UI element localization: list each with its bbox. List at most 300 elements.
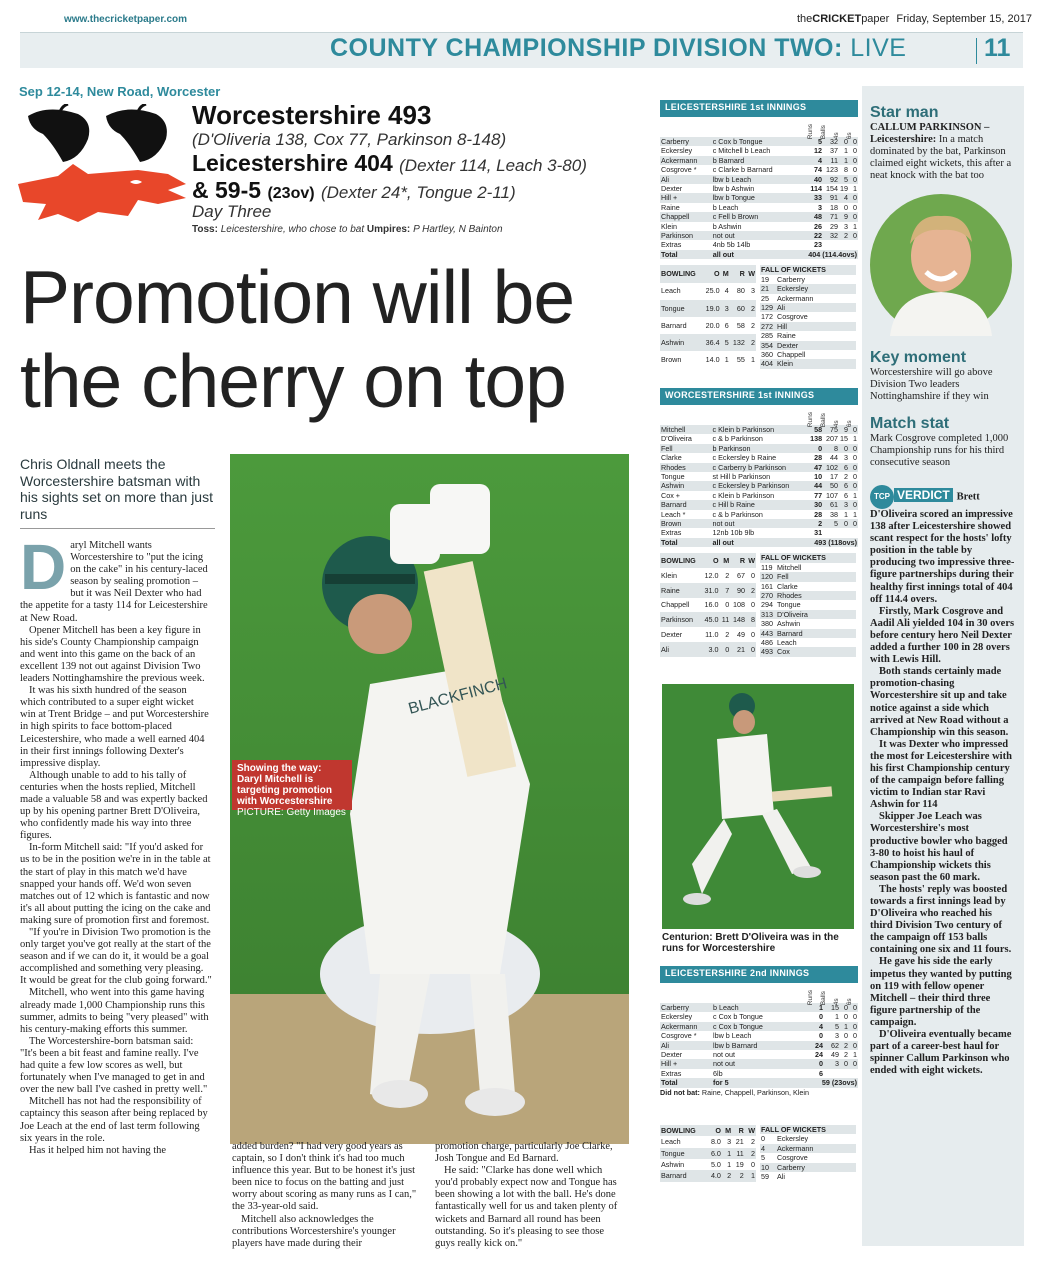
- bowling-head-cell: R: [739, 555, 746, 565]
- fow-row: [760, 619, 856, 628]
- scorecard-title: LEICESTERSHIRE 2nd INNINGS: [660, 966, 858, 983]
- issue-date: Friday, September 15, 2017: [896, 13, 1032, 25]
- drop-cap: D: [20, 531, 67, 603]
- verdict-label: VERDICT: [894, 488, 953, 502]
- batting-row: [660, 528, 858, 537]
- batting-cell: Hill +: [661, 193, 678, 203]
- batting-cell: c & b Parkinson: [712, 434, 763, 444]
- batting-row: [660, 1012, 858, 1021]
- fow-score: 129: [761, 302, 773, 312]
- bowling-cell: Leach: [661, 1137, 681, 1147]
- bowling-fow: [660, 1125, 858, 1181]
- star-man-text: In a match dominated by the bat, Parkinson claimed eight wickets, this after a neat knock with the bat too: [870, 134, 1012, 181]
- bowling-cell: Brown: [661, 355, 682, 365]
- bowling-head-cell: R: [738, 1126, 744, 1135]
- batting-cell: c Fell b Brown: [712, 212, 759, 222]
- verdict-p2: Firstly, Mark Cosgrove and Aadil Ali yielded 104 in 30 overs before century hero Neil Dexter added a further 100 in 28 overs with Lewis Hill.: [870, 605, 1015, 666]
- bowling-head-cell: BOWLING: [661, 555, 696, 565]
- batting-cell: Chappell: [661, 212, 690, 222]
- fow-row: [760, 563, 856, 572]
- batting-cell: Eckersley: [661, 146, 693, 156]
- fow-header: [760, 553, 856, 562]
- batting-cell: Extras: [661, 240, 682, 250]
- fow-row: [760, 322, 856, 331]
- bowling-cell: 2: [751, 303, 755, 313]
- batting-cell: 6: [844, 462, 849, 472]
- did-not-bat: [660, 1088, 858, 1097]
- batting-cell: 3: [817, 202, 822, 212]
- bowling-cell: 20.0: [705, 320, 720, 330]
- fow-row: [760, 1163, 856, 1172]
- bowling-row: [660, 627, 756, 642]
- batting-cell: Rhodes: [661, 462, 686, 472]
- article-p4: Although unable to add to his tally of centuries when the hosts replied, Mitchell made a valuable 58 and was expertly backed up by his opening partner Brett D'Oliveira, who confidently made his way into three figures.: [20, 769, 208, 842]
- fow-score: 4: [761, 1143, 765, 1153]
- batting-row: [660, 453, 858, 462]
- batting-table: [660, 425, 858, 547]
- bowling-cell: 80: [736, 286, 745, 296]
- star-man-avatar: [870, 194, 1012, 336]
- bowling-cell: 0: [751, 644, 755, 654]
- batting-cell: Total: [661, 249, 678, 259]
- batting-cell: 9: [844, 425, 849, 434]
- article-p9: Mitchell has not had the responsibility of captaincy this season after being replaced by Joe Leach at the end of last term following six years in the role.: [20, 1096, 208, 1144]
- col-label: Runs: [806, 123, 814, 139]
- fow-batsman: Ackermann: [777, 293, 814, 303]
- batting-cell: 91: [829, 193, 838, 203]
- article-column-2: [232, 1141, 422, 1250]
- batting-cell: 1: [819, 1003, 823, 1012]
- fow-batsman: Ali: [777, 302, 785, 312]
- batting-cell: 0: [843, 137, 848, 146]
- bowling-cell: 3.0: [708, 644, 719, 654]
- bowling-row: [660, 283, 756, 300]
- batting-cell: [839, 240, 849, 249]
- batting-row: [660, 184, 858, 193]
- headline-line2: the cherry on top: [20, 339, 566, 423]
- bowling-cell: 3: [727, 1137, 732, 1147]
- fow-row: [760, 312, 856, 321]
- batting-row: [660, 500, 858, 509]
- bowling-row: [660, 317, 756, 334]
- batting-cell: c & b Parkinson: [712, 509, 763, 519]
- fow-batsman: Eckersley: [777, 1134, 809, 1144]
- batting-row: [660, 444, 858, 453]
- fow-score: 161: [761, 581, 773, 591]
- batting-row: [660, 472, 858, 481]
- article-c3: promotion charge, particularly Joe Clarke, Josh Tongue and Ed Barnard.: [435, 1141, 613, 1165]
- batting-cell: 493 (118ovs): [814, 537, 857, 547]
- batting-cell: 0: [843, 202, 848, 212]
- verdict-badge-text: TCP: [874, 492, 890, 501]
- bowling-cell: 2: [751, 338, 755, 348]
- fow-score: 443: [761, 628, 773, 638]
- batting-cell: 4: [819, 1021, 823, 1031]
- standfirst: Chris Oldnall meets the Worcestershire batsman with his sights set on more than just runs: [20, 456, 215, 529]
- batting-cell: 49: [831, 1050, 839, 1060]
- batting-cell: 3: [835, 1059, 839, 1069]
- star-man-title: Star man: [870, 104, 939, 121]
- photo-caption-title: Showing the way: Daryl Mitchell is targeting promotion with Worcestershire: [237, 763, 333, 807]
- bowling-cell: 31.0: [704, 585, 719, 595]
- batting-cell: Dexter: [661, 184, 683, 194]
- batting-cell: lbw b Ashwin: [712, 184, 755, 194]
- verdict-badge: [870, 485, 894, 509]
- batting-cell: 6: [844, 490, 849, 500]
- batting-cell: 6: [844, 481, 849, 491]
- bowling-cell: 3: [751, 286, 755, 296]
- fow-row: [760, 303, 856, 312]
- batting-cell: 50: [830, 481, 839, 491]
- scorecard-body: [660, 100, 858, 369]
- scorecard-worcs-1st: [660, 388, 858, 657]
- batting-cell: 47: [814, 462, 823, 472]
- photo-credit: PICTURE: Getty Images: [237, 807, 346, 818]
- bowling-cell: Barnard: [661, 320, 687, 330]
- col-label: Balls: [819, 412, 827, 427]
- bowling-cell: 4: [724, 286, 729, 296]
- bowling-cell: 36.4: [705, 338, 720, 348]
- batting-cell: c Eckersley b Parkinson: [712, 481, 790, 491]
- bowling-cell: 6.0: [710, 1148, 721, 1158]
- scorecard-body: [660, 388, 858, 657]
- verdict-p1: Brett D'Oliveira scored an impressive 138 after Leicestershire showed scant respect for the hosts' lofty position in the table by producing two impressive three-figure partnerships during their healthy first innings total of 404 off 114.4 overs.: [870, 491, 1015, 605]
- batting-cell: not out: [712, 231, 735, 241]
- fow-row: [760, 1144, 856, 1153]
- centurion-photo: [662, 684, 854, 929]
- verdict-p8: D'Oliveira eventually became part of a career-best haul for spinner Callum Parkinson who ended with eight wickets.: [870, 1029, 1012, 1077]
- batting-cell: 40: [813, 174, 822, 184]
- batting-row: [660, 538, 858, 547]
- batting-cell: 61: [830, 500, 839, 510]
- batting-cell: 0: [819, 1012, 823, 1022]
- bowling-cell: 55: [736, 355, 745, 365]
- bowling-cell: 8: [751, 615, 755, 625]
- brand-paper: paper: [861, 13, 890, 25]
- bowling-cell: Tongue: [661, 303, 685, 313]
- batting-row: [660, 231, 858, 240]
- bowling-row: [660, 642, 756, 657]
- batting-cell: lbw b Leach: [713, 1031, 752, 1041]
- batting-row: [660, 193, 858, 202]
- fow-score: 285: [761, 331, 773, 341]
- batting-cell: c Carberry b Parkinson: [712, 462, 787, 472]
- did-not-bat-label: Did not bat:: [660, 1087, 700, 1097]
- bowling-cell: Ashwin: [661, 1159, 685, 1169]
- bowling-row: [660, 1148, 756, 1159]
- batting-row: [660, 1041, 858, 1050]
- scorecard-col-labels: [660, 117, 858, 137]
- bowling-cell: 19.0: [705, 303, 720, 313]
- bowling-cell: 11.0: [705, 629, 719, 639]
- scorecard-title: WORCESTERSHIRE 1st INNINGS: [660, 388, 858, 405]
- batting-cell: Eckersley: [661, 1012, 693, 1022]
- batting-cell: c Klein b Parkinson: [712, 425, 775, 434]
- batting-cell: [823, 240, 839, 249]
- batting-cell: 6lb: [713, 1068, 723, 1078]
- batting-cell: 32: [829, 231, 838, 241]
- batting-cell: 4: [817, 155, 822, 165]
- batting-cell: 2: [844, 1050, 848, 1060]
- bowling-cell: Ashwin: [661, 338, 685, 348]
- fow-table: [760, 1125, 856, 1181]
- bowling-cell: 5: [724, 338, 729, 348]
- batting-cell: [839, 528, 849, 537]
- article-p7: Mitchell, who went into this game having already made 1,000 Championship runs this summer, admits to being "very pleased" with his century-making efforts this summer.: [20, 987, 209, 1035]
- scorecard-title: LEICESTERSHIRE 1st INNINGS: [660, 100, 858, 117]
- batting-cell: 38: [830, 509, 839, 519]
- fow-row: [760, 1153, 856, 1162]
- batting-row: [660, 212, 858, 221]
- bowling-cell: 6: [724, 320, 729, 330]
- batting-cell: 2: [844, 472, 849, 482]
- bowling-cell: 2: [751, 1137, 755, 1147]
- batting-cell: c Mitchell b Leach: [712, 146, 771, 156]
- batting-cell: 0: [853, 443, 857, 453]
- bowling-cell: 1: [724, 355, 729, 365]
- batting-cell: 15: [831, 1003, 839, 1012]
- bowling-table: [660, 553, 756, 656]
- bowling-cell: 21: [737, 644, 746, 654]
- bowling-fow: [660, 553, 858, 656]
- batting-cell: Hill +: [661, 1059, 678, 1069]
- fow-table: [760, 553, 856, 656]
- batting-cell: 75: [830, 425, 839, 434]
- bowling-row: [660, 334, 756, 351]
- toss-text: Leicestershire, who chose to bat: [220, 224, 365, 235]
- batting-cell: 0: [853, 1059, 857, 1069]
- key-moment-title: Key moment: [870, 349, 967, 366]
- fow-row: [760, 341, 856, 350]
- fow-score: 0: [761, 1134, 765, 1144]
- batting-cell: 1: [853, 184, 857, 194]
- verdict-p5: Skipper Joe Leach was Worcestershire's most productive bowler who bagged 3-80 to hoist his haul of Championship wickets this season past the 60 mark.: [870, 811, 1008, 883]
- batting-cell: 17: [830, 472, 839, 482]
- fow-score: 360: [761, 349, 773, 359]
- batting-cell: 10: [814, 472, 823, 482]
- bowling-table: [660, 265, 756, 368]
- batting-cell: 5: [843, 174, 848, 184]
- bowling-head-cell: O: [712, 555, 719, 565]
- batting-row: [660, 425, 858, 434]
- batting-cell: Total: [661, 1078, 678, 1088]
- fow-batsman: Clarke: [777, 581, 798, 591]
- batting-cell: 8: [834, 443, 839, 453]
- toss-label: Toss:: [192, 224, 218, 235]
- bowling-cell: Klein: [661, 570, 677, 580]
- batting-row: [660, 491, 858, 500]
- batting-cell: all out: [712, 249, 734, 259]
- batting-cell: b Barnard: [712, 155, 745, 165]
- batting-cell: 207: [826, 434, 839, 444]
- batting-cell: 92: [829, 174, 838, 184]
- bowling-fow: [660, 265, 858, 368]
- star-man-name: CALLUM PARKINSON –: [870, 122, 990, 133]
- fow-score: 294: [761, 600, 773, 610]
- batting-cell: 0: [853, 1021, 857, 1031]
- batting-cell: 26: [813, 221, 822, 231]
- batting-cell: 44: [814, 481, 823, 491]
- bowling-head-cell: O: [715, 1126, 721, 1135]
- fow-row: [760, 638, 856, 647]
- batting-cell: 12nb 10b 9lb: [712, 528, 755, 538]
- bowling-cell: 19: [735, 1159, 744, 1169]
- verdict-p4: It was Dexter who impressed the most for Leicestershire with his first Championship century of the campaign before falling victim to Indian star Ravi Ashwin for 114: [870, 738, 1012, 811]
- batting-cell: 0: [853, 472, 857, 482]
- fow-row: [760, 647, 856, 656]
- batting-cell: 138: [810, 434, 823, 444]
- batting-cell: 1: [844, 1021, 848, 1031]
- photo-caption: [232, 760, 352, 818]
- bowling-cell: Barnard: [661, 1171, 687, 1181]
- batting-cell: 0: [853, 453, 857, 463]
- fow-row: [760, 275, 856, 284]
- col-label: Balls: [819, 990, 827, 1005]
- batting-row: [660, 156, 858, 165]
- batting-cell: 0: [853, 519, 857, 529]
- batting-cell: 0: [853, 500, 857, 510]
- batting-cell: 59 (23ovs): [821, 1078, 857, 1088]
- section-title: [330, 34, 906, 63]
- batting-cell: lbw b Leach: [712, 174, 752, 184]
- fow-head-cell: FALL OF WICKETS: [761, 553, 826, 563]
- bowling-head-cell: M: [725, 1126, 732, 1135]
- batting-row: [660, 1031, 858, 1040]
- bowling-row: [660, 1159, 756, 1170]
- bowling-cell: 60: [736, 303, 745, 313]
- scorecard-leics-2nd: [660, 966, 858, 1182]
- batting-row: [660, 137, 858, 146]
- batting-cell: 0: [853, 425, 857, 434]
- bowling-cell: 16.0: [704, 600, 719, 610]
- fow-row: [760, 350, 856, 359]
- batting-cell: 18: [829, 202, 838, 212]
- bowling-head-cell: W: [748, 1126, 755, 1135]
- fow-score: 486: [761, 637, 773, 647]
- batting-cell: b Leach: [713, 1003, 739, 1012]
- batting-cell: 0: [853, 155, 857, 165]
- bowling-cell: 0: [725, 644, 730, 654]
- col-label: Runs: [806, 411, 814, 427]
- fow-row: [760, 600, 856, 609]
- bowling-cell: 7: [725, 585, 730, 595]
- batting-cell: 0: [853, 137, 857, 146]
- batting-row: [660, 1059, 858, 1068]
- bowling-cell: 25.0: [705, 286, 720, 296]
- team1-score: Worcestershire 493: [192, 100, 432, 130]
- batting-cell: 31: [814, 528, 823, 538]
- fow-score: 25: [761, 293, 769, 303]
- bowling-table: [660, 1125, 756, 1181]
- batting-cell: not out: [712, 519, 735, 529]
- fow-batsman: Carberry: [777, 274, 805, 284]
- batting-cell: for 5: [713, 1078, 729, 1088]
- bowling-cell: 11: [721, 615, 730, 625]
- batting-cell: 0: [844, 1012, 848, 1022]
- star-man-team: Leicestershire:: [870, 134, 937, 145]
- batting-cell: 1: [853, 509, 857, 519]
- batting-cell: Klein: [661, 221, 677, 231]
- headline-line1: Promotion will be: [20, 255, 575, 339]
- fow-batsman: Eckersley: [777, 284, 809, 294]
- fow-batsman: D'Oliveira: [777, 609, 808, 619]
- scorecard-col-labels: [660, 983, 858, 1003]
- fow-batsman: Klein: [777, 359, 793, 369]
- match-stat-title: Match stat: [870, 415, 950, 432]
- batting-cell: lbw b Tongue: [712, 193, 755, 203]
- team2-name: Leicestershire 404: [192, 150, 393, 176]
- bowling-row: [660, 1170, 756, 1181]
- batting-cell: 4: [843, 193, 848, 203]
- batting-cell: 123: [825, 165, 838, 175]
- bowling-cell: 12.0: [704, 570, 719, 580]
- batting-cell: 0: [853, 1040, 857, 1050]
- fow-row: [760, 1172, 856, 1181]
- bowling-cell: 2: [727, 1171, 732, 1181]
- article-p10: Has it helped him not having the: [29, 1144, 167, 1156]
- page-number: 11: [984, 34, 1011, 62]
- section-divider: [976, 38, 977, 64]
- batting-row: [660, 222, 858, 231]
- fow-row: [760, 1134, 856, 1143]
- bowling-header: [660, 265, 756, 282]
- batting-cell: 1: [853, 1050, 857, 1060]
- batting-cell: Dexter: [661, 1050, 683, 1060]
- bowling-cell: Chappell: [661, 600, 690, 610]
- fow-header: [760, 1125, 856, 1134]
- batting-cell: b Parkinson: [712, 443, 751, 453]
- worcestershire-pears-logo: [18, 104, 193, 239]
- team2b-detail: (Dexter 24*, Tongue 2-11): [320, 183, 516, 202]
- batting-cell: 0: [853, 1003, 857, 1012]
- scorecard-body: [660, 966, 858, 1182]
- batting-row: [660, 175, 858, 184]
- batting-cell: 0: [853, 165, 857, 175]
- batting-cell: 1: [843, 155, 848, 165]
- batting-cell: Clarke: [661, 453, 682, 463]
- fow-row: [760, 359, 856, 368]
- batting-cell: 71: [829, 212, 838, 222]
- batting-cell: 0: [853, 481, 857, 491]
- batting-cell: 0: [844, 1059, 848, 1069]
- batting-cell: 2: [818, 519, 823, 529]
- batting-cell: Ali: [661, 1040, 669, 1050]
- batting-cell: Extras: [661, 528, 682, 538]
- fow-row: [760, 294, 856, 303]
- fow-row: [760, 572, 856, 581]
- batting-cell: c Cox b Tongue: [713, 1021, 763, 1031]
- batting-cell: b Ashwin: [712, 221, 742, 231]
- batting-cell: c Clarke b Barnard: [712, 165, 773, 175]
- batting-cell: 58: [814, 425, 823, 434]
- col-label: 4s: [832, 997, 840, 1005]
- fow-score: 10: [761, 1162, 769, 1172]
- batting-cell: 5: [817, 137, 822, 146]
- batting-cell: [840, 1069, 849, 1078]
- batting-cell: not out: [713, 1050, 735, 1060]
- fow-score: 272: [761, 321, 773, 331]
- fow-batsman: Cox: [777, 647, 790, 657]
- bowling-cell: 45.0: [704, 615, 719, 625]
- bowling-row: [660, 568, 756, 583]
- batting-cell: 5: [834, 519, 839, 529]
- batting-cell: Carberry: [661, 137, 689, 146]
- site-url[interactable]: www.thecricketpaper.com: [64, 14, 188, 25]
- team2-detail: (Dexter 114, Leach 3-80): [399, 156, 587, 175]
- batting-cell: Cox +: [661, 490, 680, 500]
- toss-line: [192, 224, 503, 235]
- batting-row: [660, 1022, 858, 1031]
